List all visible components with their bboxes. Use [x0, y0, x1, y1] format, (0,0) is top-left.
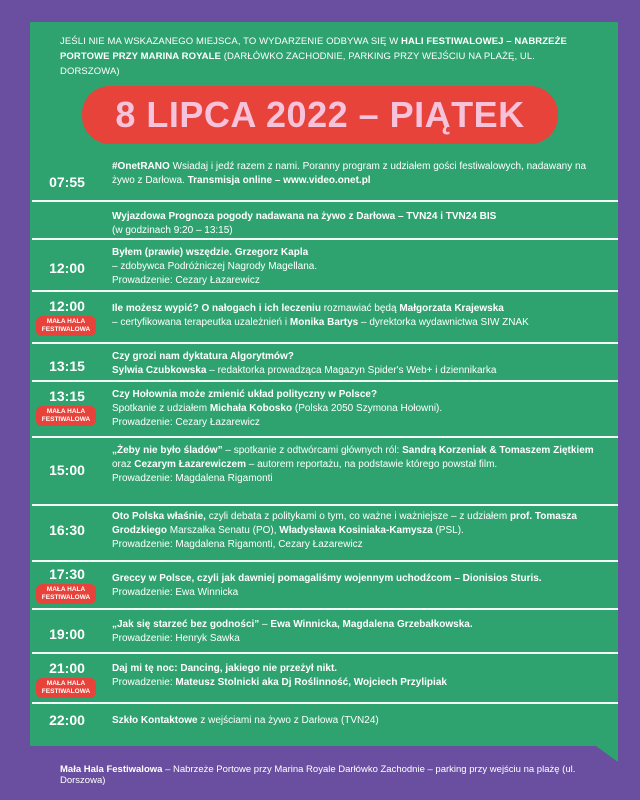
event-text [112, 246, 602, 288]
event-row [32, 618, 618, 652]
guest-name: Ewa Winnicka, Magdalena Grzebałkowska. [270, 619, 473, 630]
event-desc: z wejściami na żywo z Darłowa (TVN24) [197, 715, 379, 726]
event-title: Daj mi tę noc: Dancing, jakiego nie przeżył nikt. [112, 663, 338, 674]
divider [32, 342, 618, 344]
event-row [32, 712, 618, 732]
divider [32, 238, 618, 240]
event-desc: – spotkanie z odtwórcami głównych ról: [222, 445, 403, 456]
event-row [32, 510, 618, 560]
note-part: JEŚLI NIE MA WSKAZANEGO MIEJSCA, TO WYDARZENIE ODBYWA SIĘ W [60, 36, 399, 47]
event-time: 17:30 [49, 566, 85, 582]
footer-address: – Nabrzeże Portowe przy Marina Royale Darłówko Zachodnie – parking przy wejściu na plażę (ul. Dorszowa) [60, 764, 576, 786]
event-link: Transmisja online – www.video.onet.pl [187, 175, 371, 186]
venue-badge: MAŁA HALA FESTIWALOWA [36, 678, 96, 698]
guest-name: Monika Bartys [289, 317, 359, 328]
event-title: „Żeby nie było śladów” [112, 445, 223, 456]
event-time: 12:00 [49, 260, 85, 276]
divider [32, 560, 618, 562]
event-desc: – zdobywca Podróżniczej Nagrody Magellana. [112, 261, 318, 272]
venue-badge: MAŁA HALA FESTIWALOWA [36, 584, 96, 604]
divider [32, 652, 618, 654]
event-row [32, 388, 618, 436]
event-desc: Marszałka Senatu (PO), [167, 525, 280, 536]
event-text [112, 444, 602, 486]
divider [32, 608, 618, 610]
event-row [32, 444, 618, 508]
event-desc: czyli debata z politykami o tym, co ważne i ważniejsze – z udziałem [205, 511, 510, 522]
event-text [112, 662, 602, 690]
guest-name: Władysława Kosiniaka-Kamysza [279, 525, 433, 536]
guest-name: Michała Kobosko [209, 403, 293, 414]
venue-badge: MAŁA HALA FESTIWALOWA [36, 406, 96, 426]
event-host: Prowadzenie: Ewa Winnicka [112, 587, 239, 598]
event-text [112, 510, 602, 552]
event-row [32, 210, 618, 240]
event-title: Czy Hołownia może zmienić układ polityczny w Polsce? [112, 389, 378, 400]
event-desc: rozmawiać będą [320, 303, 400, 314]
event-desc: Spotkanie z udziałem [112, 403, 210, 414]
event-time: 15:00 [49, 462, 85, 478]
guest-name: Mateusz Stolnicki aka Dj Roślinność, Wojciech Przylipiak [175, 677, 447, 688]
event-host: Prowadzenie: [112, 677, 176, 688]
event-time: 13:15 [49, 388, 85, 404]
event-desc: – autorem reportażu, na podstawie którego powstał film. [245, 459, 498, 470]
event-time: 22:00 [49, 712, 85, 728]
divider [32, 200, 618, 202]
event-text [112, 302, 602, 330]
divider [32, 290, 618, 292]
footer-note [60, 764, 620, 786]
event-text [112, 714, 602, 728]
venue-badge: MAŁA HALA FESTIWALOWA [36, 316, 96, 336]
note-part: (DARŁÓWKO ZACHODNIE, PARKING PRZY WEJŚCIU NA PLAŻĘ, UL. DORSZOWA) [60, 51, 536, 77]
event-time: 12:00 [49, 298, 85, 314]
event-row [32, 566, 618, 606]
event-host: Prowadzenie: Cezary Łazarewicz [112, 417, 260, 428]
event-desc: (PSL). [432, 525, 464, 536]
event-desc: – redaktorka prowadząca Magazyn Spider's Web+ i dziennikarka [206, 365, 497, 376]
guest-name: Sandrą Korzeniak & Tomaszem Ziętkiem [402, 445, 594, 456]
event-row [32, 246, 618, 294]
event-row [32, 660, 618, 700]
guest-name: prof. Tomasza Grodzkiego [112, 511, 577, 536]
event-title: Ile możesz wypić? O nałogach i ich leczeniu [112, 303, 321, 314]
footer-venue: Mała Hala Festiwalowa [60, 764, 163, 775]
event-time: 19:00 [49, 626, 85, 642]
event-title: #OnetRANO [112, 161, 170, 172]
event-desc: (w godzinach 9:20 – 13:15) [112, 225, 233, 236]
event-text [112, 210, 602, 238]
guest-name: Cezarym Łazarewiczem [134, 459, 246, 470]
event-desc: (Polska 2050 Szymona Hołowni). [292, 403, 443, 414]
event-time: 13:15 [49, 358, 85, 374]
event-host: Prowadzenie: Henryk Sawka [112, 633, 240, 644]
event-text [112, 350, 602, 378]
event-host: Prowadzenie: Cezary Łazarewicz [112, 275, 260, 286]
event-time: 16:30 [49, 522, 85, 538]
event-text [112, 618, 602, 646]
event-desc: Wsiadaj i jedź razem z nami. Poranny program z udziałem gości festiwalowych, nadawany na żywo z Darłowa. [112, 161, 587, 186]
event-title: Byłem (prawie) wszędzie. Grzegorz Kapla [112, 247, 309, 258]
event-title: Czy grozi nam dyktatura Algorytmów? [112, 351, 294, 362]
date-title: 8 LIPCA 2022 – PIĄTEK [115, 94, 525, 135]
event-title: Oto Polska właśnie, [112, 511, 206, 522]
event-desc: – certyfikowana terapeutka uzależnień i [112, 317, 290, 328]
date-banner [82, 86, 558, 144]
event-host: Prowadzenie: Magdalena Rigamonti, Cezary Łazarewicz [112, 539, 363, 550]
event-title: Greccy w Polsce, czyli jak dawniej pomagaliśmy wojennym uchodźcom – Dionisios Sturis. [112, 573, 542, 584]
event-row [32, 350, 618, 380]
event-desc: – [259, 619, 271, 630]
event-title: „Jak się starzeć bez godności” [112, 619, 260, 630]
event-desc: oraz [112, 459, 135, 470]
guest-name: Sylwia Czubkowska [112, 365, 207, 376]
event-text [112, 572, 602, 600]
location-note [60, 34, 580, 79]
event-time: 07:55 [49, 174, 85, 190]
event-text [112, 160, 602, 188]
guest-name: Małgorzata Krajewska [399, 303, 504, 314]
note-venue-2: – NABRZEŻE PORTOWE PRZY MARINA ROYALE [60, 36, 567, 62]
note-venue: HALI FESTIWALOWEJ [401, 36, 504, 47]
event-row [32, 298, 618, 344]
event-title: Szkło Kontaktowe [112, 715, 198, 726]
event-time: 21:00 [49, 660, 85, 676]
event-text [112, 388, 602, 430]
event-desc: – dyrektorka wydawnictwa SIW ZNAK [358, 317, 529, 328]
event-title: Wyjazdowa Prognoza pogody nadawana na żywo z Darłowa – TVN24 i TVN24 BIS [112, 211, 497, 222]
divider [32, 504, 618, 506]
divider [32, 436, 618, 438]
divider [32, 702, 618, 704]
divider [32, 380, 618, 382]
event-host: Prowadzenie: Magdalena Rigamonti [112, 473, 273, 484]
